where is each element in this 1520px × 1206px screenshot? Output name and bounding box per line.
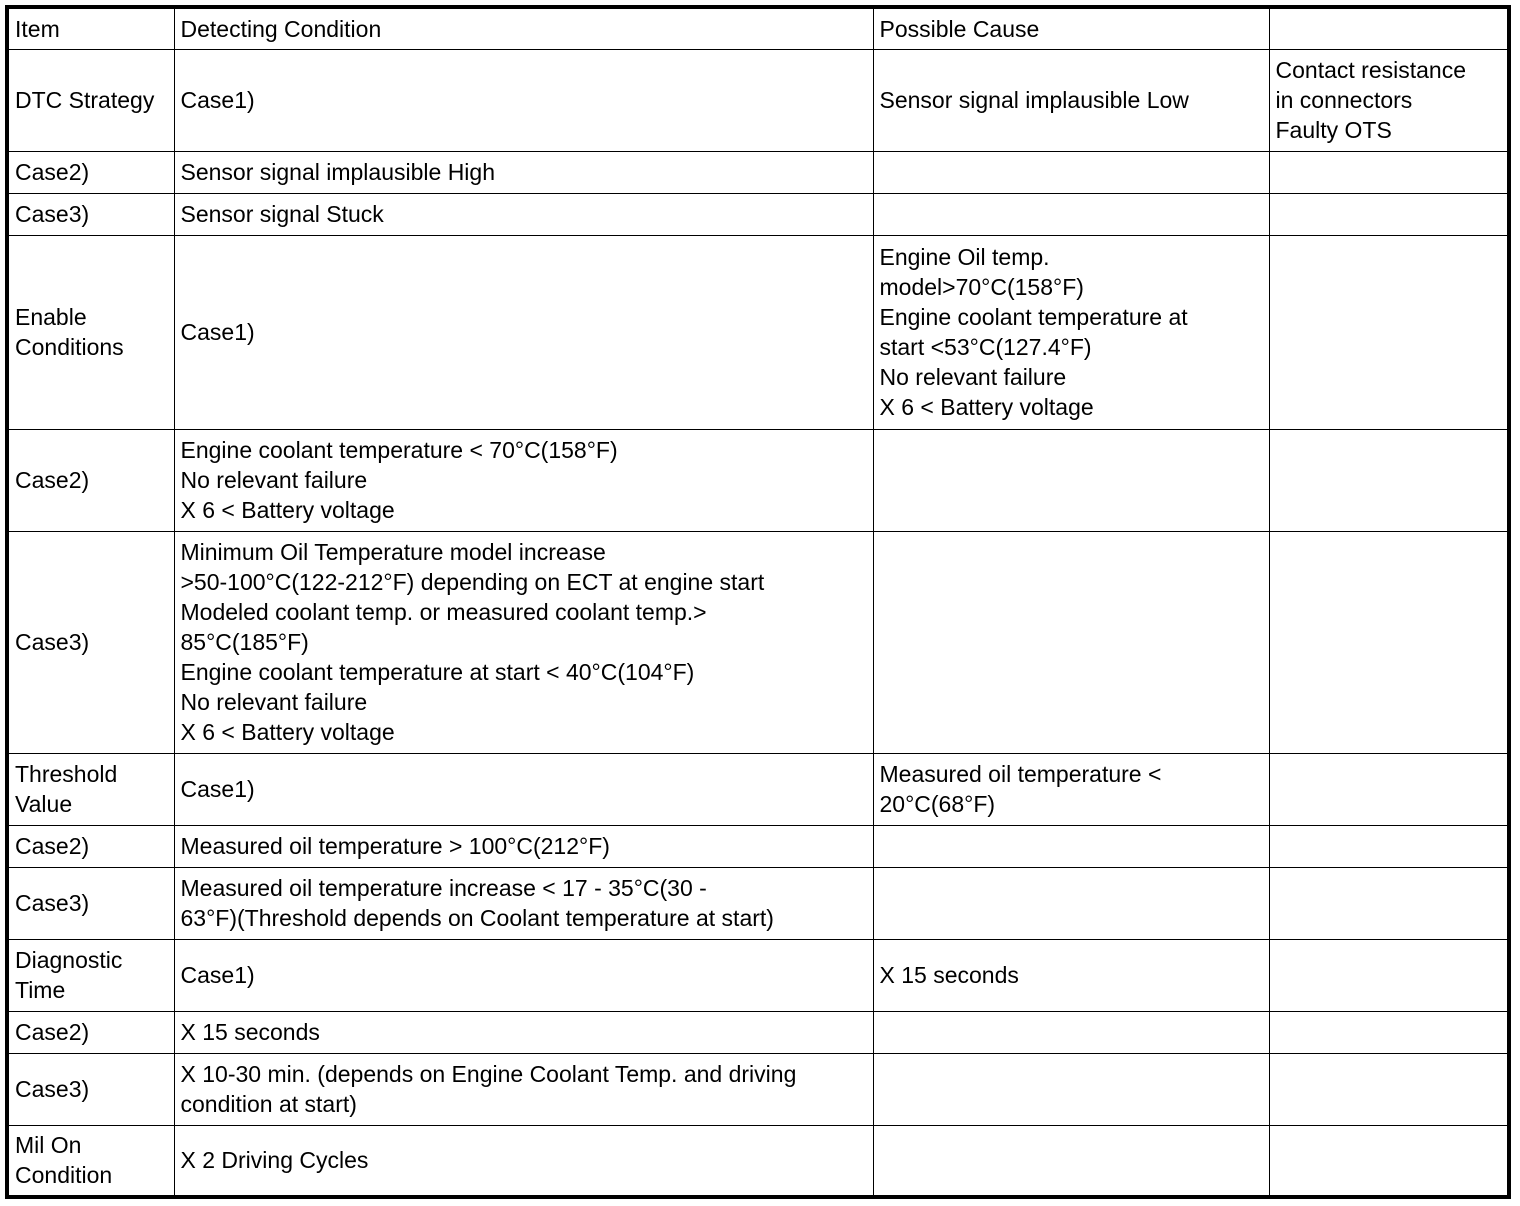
item-cell [7, 867, 174, 939]
table-row [7, 151, 1509, 193]
possible-cause-cell [873, 753, 1269, 825]
extra-cell [1269, 939, 1509, 1011]
cell-text-line: No relevant failure [879, 364, 1067, 390]
cell-text-line: Possible Cause [879, 15, 1040, 42]
cell-text: Threshold Value [15, 761, 118, 817]
detecting-condition-cell [174, 939, 873, 1011]
table-row [7, 939, 1509, 1011]
extra-cell [1269, 825, 1509, 867]
table-header-row [7, 7, 1509, 49]
cell-text-line: start <53°C(127.4°F) [879, 334, 1092, 360]
extra-cell [1269, 1053, 1509, 1125]
cell-text-line: 63°F)(Threshold depends on Coolant temperature at start) [180, 905, 774, 931]
detecting-condition-cell [174, 7, 873, 49]
table-row [7, 531, 1509, 753]
table-row [7, 429, 1509, 531]
cell-text: Case2) [15, 833, 90, 859]
cell-text-line: No relevant failure [180, 689, 368, 715]
cell-text-line: X 10-30 min. (depends on Engine Coolant Temp. and driving [180, 1061, 797, 1087]
cell-text-line: Contact resistance [1275, 57, 1466, 83]
cell-text-line: Case1) [180, 319, 255, 345]
table-row [7, 1053, 1509, 1125]
possible-cause-cell [873, 7, 1269, 49]
cell-text: Item [15, 15, 60, 42]
table-row [7, 753, 1509, 825]
cell-text-line: Engine coolant temperature < 70°C(158°F) [180, 437, 618, 463]
possible-cause-cell [873, 1053, 1269, 1125]
item-cell [7, 7, 174, 49]
cell-text: Case2) [15, 159, 90, 185]
detecting-condition-cell [174, 1011, 873, 1053]
possible-cause-cell [873, 531, 1269, 753]
extra-cell [1269, 753, 1509, 825]
table-row [7, 825, 1509, 867]
item-cell [7, 753, 174, 825]
detecting-condition-cell [174, 753, 873, 825]
cell-text-line: in connectors [1275, 87, 1413, 113]
cell-text-line: Detecting Condition [180, 15, 382, 42]
cell-text-line: >50-100°C(122-212°F) depending on ECT at engine start [180, 569, 765, 595]
cell-text-line: condition at start) [180, 1091, 357, 1117]
extra-cell [1269, 49, 1509, 151]
table-row [7, 867, 1509, 939]
item-cell [7, 531, 174, 753]
item-cell [7, 193, 174, 235]
cell-text: Enable Conditions [15, 304, 124, 360]
diagnostic-table [5, 5, 1511, 1199]
cell-text: Case3) [15, 201, 90, 227]
cell-text-line: Case1) [180, 962, 255, 988]
cell-text-line: model>70°C(158°F) [879, 274, 1084, 300]
extra-cell [1269, 867, 1509, 939]
table-row [7, 193, 1509, 235]
cell-text-line: Sensor signal implausible High [180, 159, 495, 185]
cell-text-line: No relevant failure [180, 467, 368, 493]
cell-text: Case2) [15, 467, 90, 493]
cell-text: Case3) [15, 629, 90, 655]
cell-text-line: Faulty OTS [1275, 117, 1392, 143]
possible-cause-cell [873, 193, 1269, 235]
detecting-condition-cell [174, 1053, 873, 1125]
cell-text: Case3) [15, 1076, 90, 1102]
detecting-condition-cell [174, 151, 873, 193]
item-cell [7, 235, 174, 429]
extra-cell [1269, 7, 1509, 49]
cell-text-line: Sensor signal Stuck [180, 201, 384, 227]
cell-text-line: Modeled coolant temp. or measured coolant temp.> [180, 599, 707, 625]
item-cell [7, 49, 174, 151]
cell-text-line: Engine coolant temperature at [879, 304, 1188, 330]
cell-text-line: Measured oil temperature increase < 17 - 35°C(30 - [180, 875, 707, 901]
item-cell [7, 151, 174, 193]
cell-text-line: X 6 < Battery voltage [180, 719, 395, 745]
possible-cause-cell [873, 1125, 1269, 1197]
cell-text-line: Case1) [180, 87, 255, 113]
cell-text-line: X 2 Driving Cycles [180, 1147, 369, 1174]
cell-text: Case3) [15, 890, 90, 916]
cell-text-line: 85°C(185°F) [180, 629, 309, 655]
extra-cell [1269, 531, 1509, 753]
detecting-condition-cell [174, 235, 873, 429]
extra-cell [1269, 235, 1509, 429]
cell-text: Case2) [15, 1019, 90, 1045]
table-row [7, 49, 1509, 151]
cell-text-line: X 15 seconds [180, 1019, 320, 1045]
detecting-condition-cell [174, 49, 873, 151]
extra-cell [1269, 1125, 1509, 1197]
cell-text-line: X 6 < Battery voltage [879, 394, 1094, 420]
extra-cell [1269, 429, 1509, 531]
cell-text-line: Minimum Oil Temperature model increase [180, 539, 606, 565]
table-body [7, 7, 1509, 1197]
detecting-condition-cell [174, 825, 873, 867]
cell-text: Diagnostic Time [15, 947, 123, 1003]
item-cell [7, 1053, 174, 1125]
table-row [7, 1125, 1509, 1197]
table-row [7, 235, 1509, 429]
possible-cause-cell [873, 151, 1269, 193]
cell-text-line: Engine Oil temp. [879, 244, 1050, 270]
extra-cell [1269, 193, 1509, 235]
extra-cell [1269, 1011, 1509, 1053]
possible-cause-cell [873, 939, 1269, 1011]
cell-text-line: Sensor signal implausible Low [879, 87, 1189, 113]
possible-cause-cell [873, 235, 1269, 429]
extra-cell [1269, 151, 1509, 193]
cell-text-line: X 15 seconds [879, 962, 1019, 988]
item-cell [7, 939, 174, 1011]
table-row [7, 1011, 1509, 1053]
item-cell [7, 429, 174, 531]
detecting-condition-cell [174, 1125, 873, 1197]
cell-text-line: Measured oil temperature < [879, 761, 1162, 787]
cell-text: DTC Strategy [15, 87, 155, 113]
detecting-condition-cell [174, 867, 873, 939]
cell-text-line: Engine coolant temperature at start < 40°C(104°F) [180, 659, 695, 685]
possible-cause-cell [873, 49, 1269, 151]
cell-text-line: Measured oil temperature > 100°C(212°F) [180, 833, 610, 859]
item-cell [7, 1125, 174, 1197]
possible-cause-cell [873, 825, 1269, 867]
possible-cause-cell [873, 1011, 1269, 1053]
cell-text-line: Case1) [180, 776, 255, 802]
cell-text-line: X 6 < Battery voltage [180, 497, 395, 523]
detecting-condition-cell [174, 429, 873, 531]
item-cell [7, 825, 174, 867]
cell-text-line: 20°C(68°F) [879, 791, 996, 817]
cell-text: Mil On Condition [15, 1132, 113, 1189]
possible-cause-cell [873, 429, 1269, 531]
detecting-condition-cell [174, 193, 873, 235]
item-cell [7, 1011, 174, 1053]
possible-cause-cell [873, 867, 1269, 939]
detecting-condition-cell [174, 531, 873, 753]
